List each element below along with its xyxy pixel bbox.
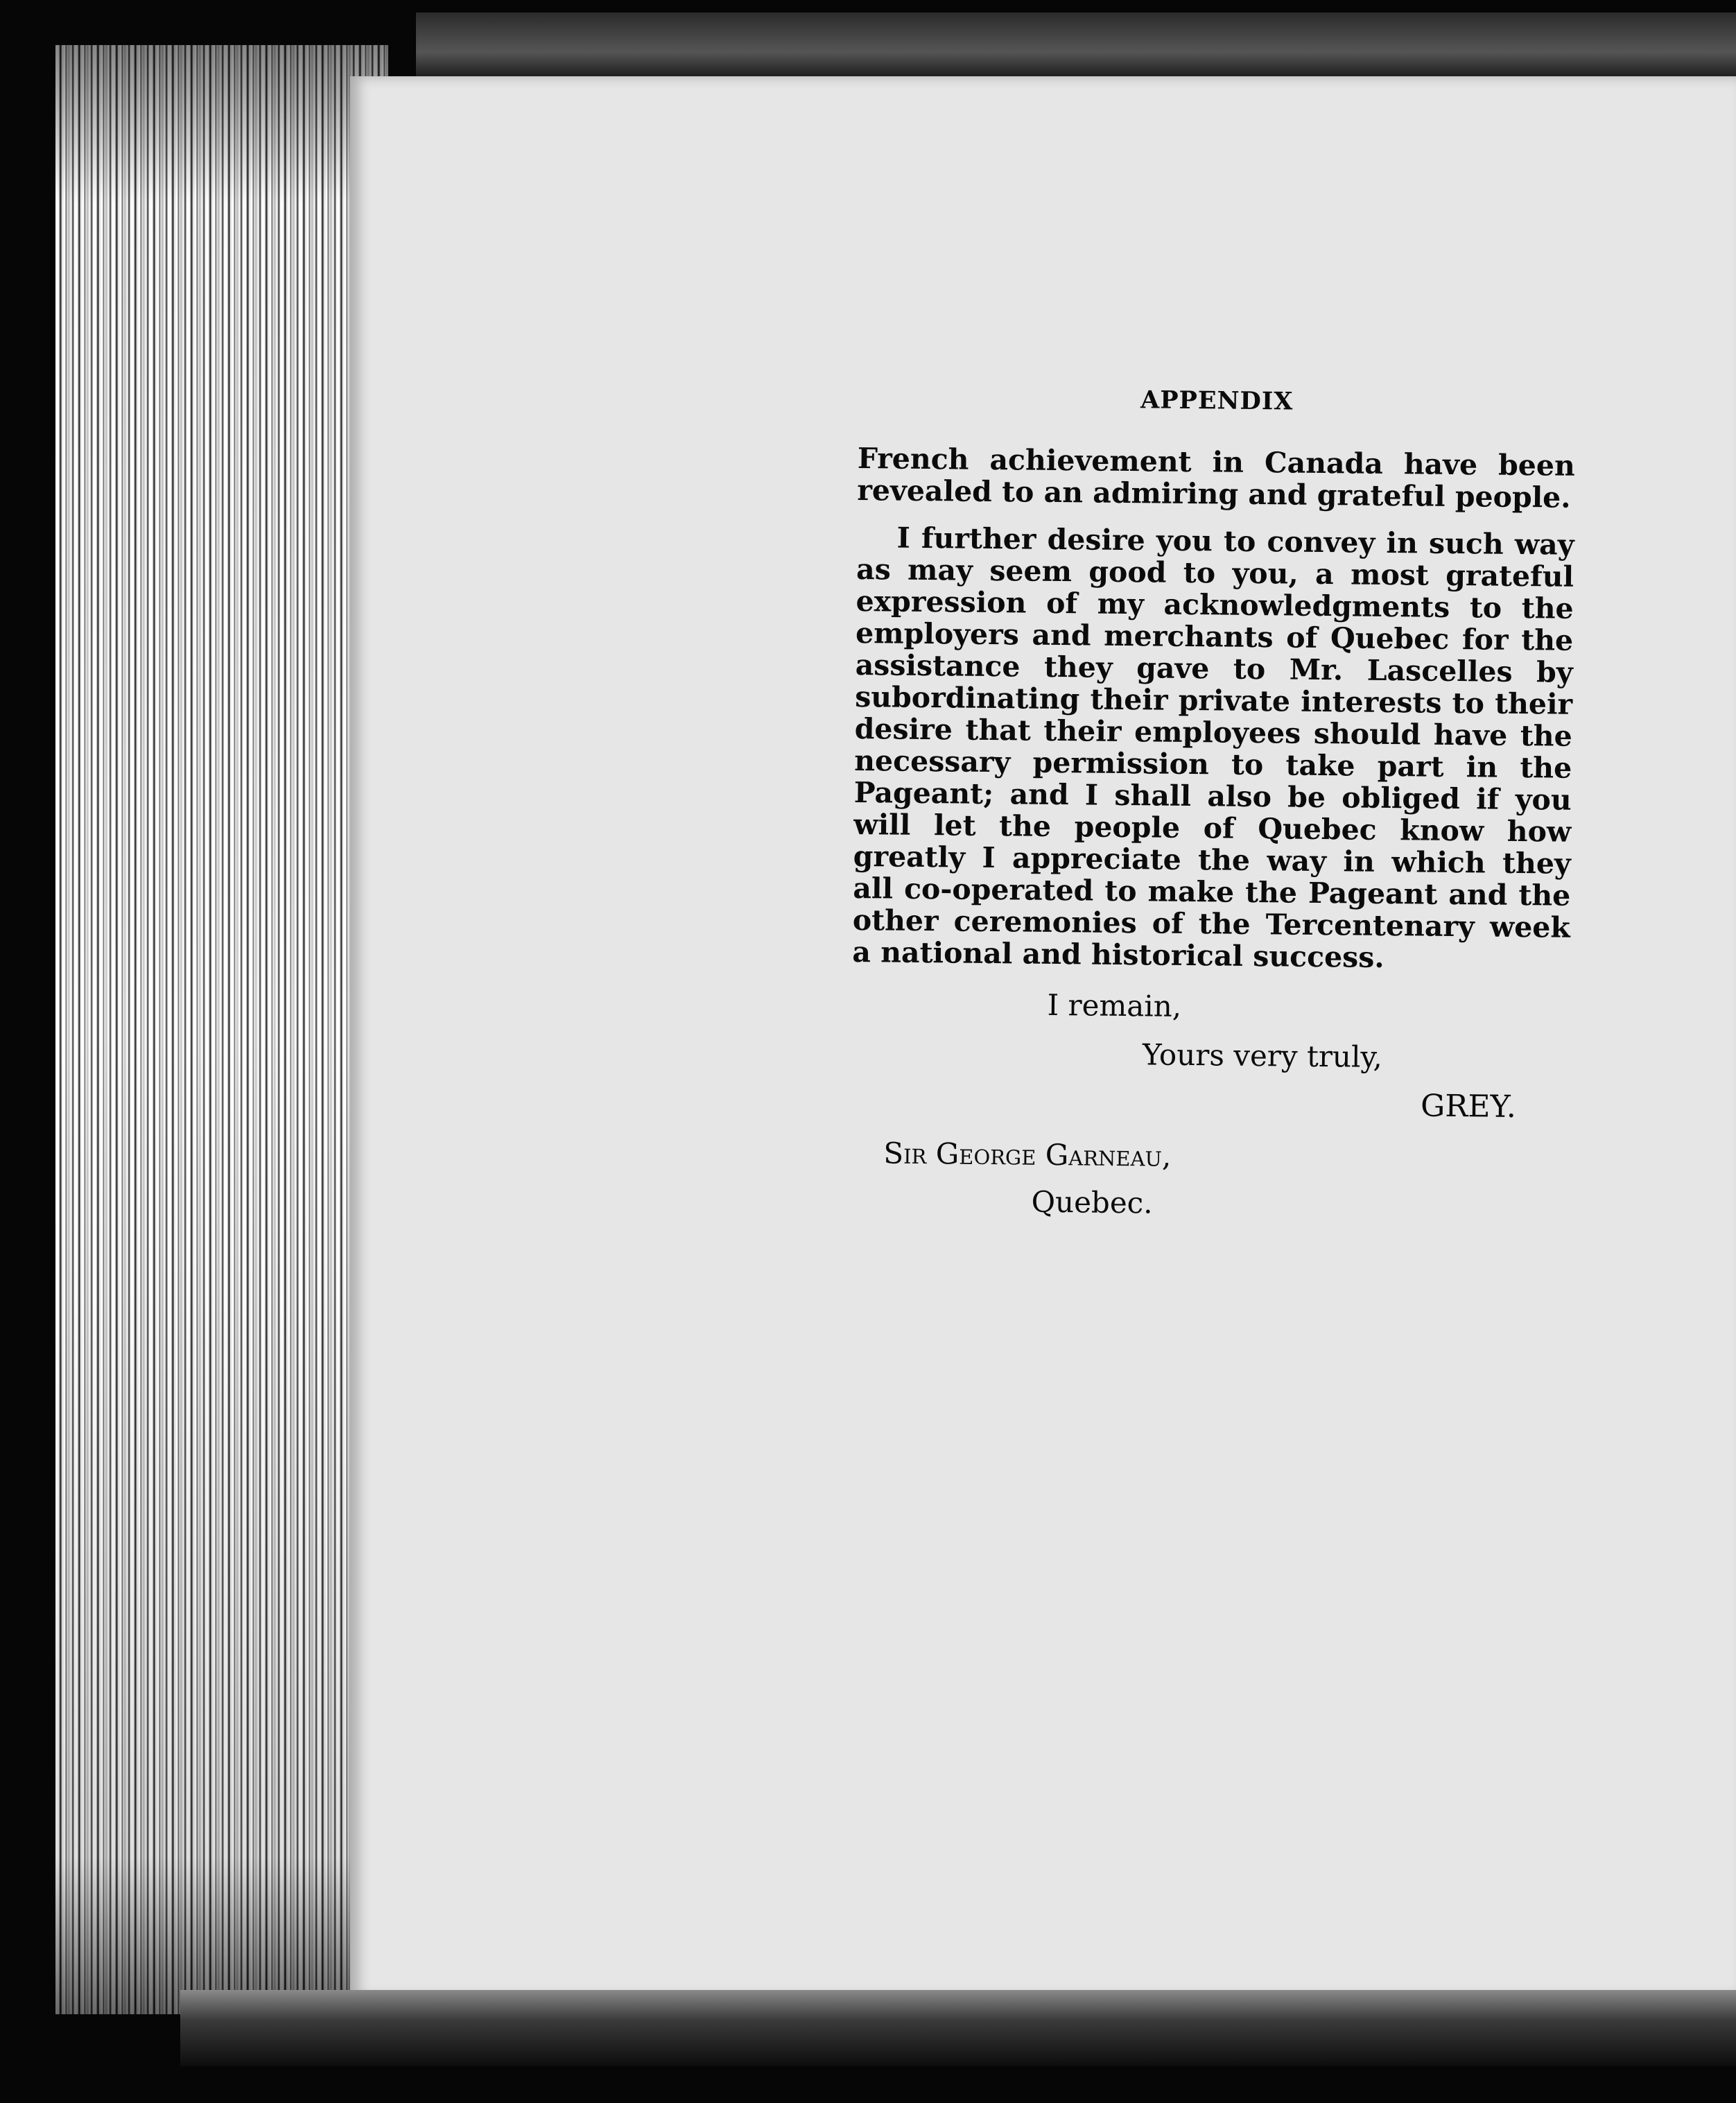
letter-closing [849,987,1569,1224]
addressee-name: Sir George Garneau, [883,1136,1172,1173]
paragraph-1: French achievement in Canada have been revealed to an admiring and grateful people. [857,441,1576,514]
closing-yours: Yours very truly, [1142,1037,1383,1074]
book-bottom-edge [180,1990,1736,2066]
running-heading: APPENDIX [1140,386,1294,416]
addressee-city: Quebec. [1031,1184,1153,1220]
signature: GREY. [1420,1088,1517,1125]
page-text [849,381,1576,1224]
book-fore-edge [55,45,388,2014]
book-top-edge [416,12,1736,78]
paragraph-2: I further desire you to convey in such way as may seem good to you, a most grateful expression of my acknowledgments to the employers and merchants of Quebec for the assistance they gave to Mr. Lascelles by subordinating their private interests to their desire that their employees should have the necessary permission to take part in the Pageant; and I shall also be obliged if you will let the people of Quebec know how greatly I appreciate the way in which they all co-operated to make the Pageant and the other ceremonies of the Tercentenary week a national and historical success. [852,521,1574,974]
closing-remain: I remain, [1047,987,1182,1023]
